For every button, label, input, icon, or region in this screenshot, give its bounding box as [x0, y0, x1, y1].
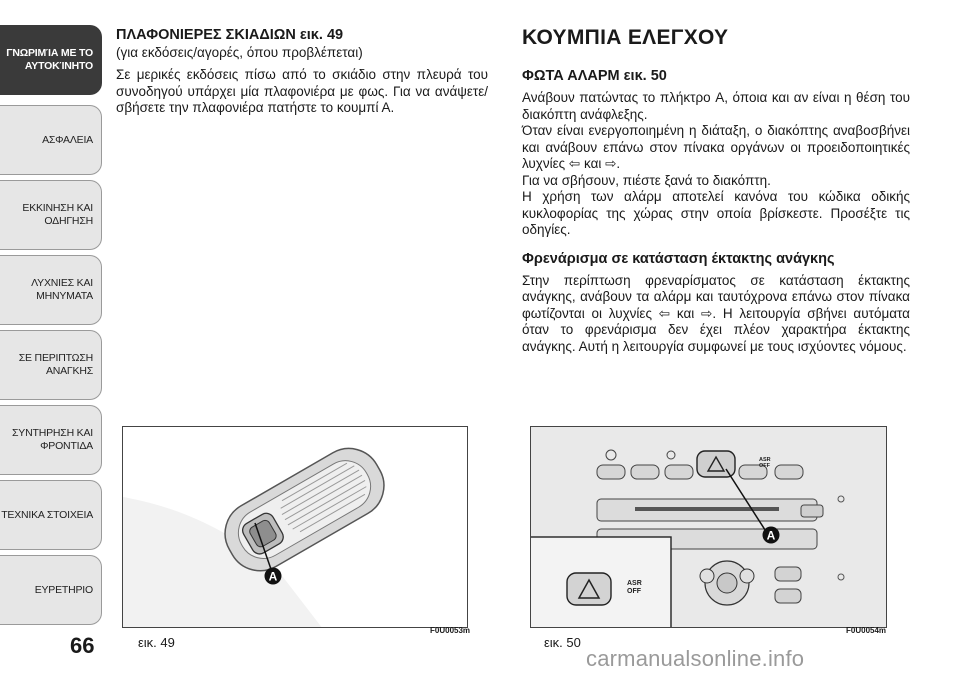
tab-warning-lights[interactable]: ΛΥΧΝΙΕΣ ΚΑΙ ΜΗΝΥΜΑΤΑ: [0, 255, 102, 325]
callout-label-a-fig50: A: [766, 528, 776, 543]
tab-getting-to-know[interactable]: ΓΝΩΡΙΜΊΑ ΜΕ ΤΟ ΑΥΤΟΚΊΝΗΤΟ: [0, 25, 102, 95]
right-column: [522, 26, 910, 355]
tab-starting-driving[interactable]: ΕΚΚΙΝΗΣΗ ΚΑΙ ΟΔΗΓΗΣΗ: [0, 180, 102, 250]
figure-49: [122, 426, 468, 628]
tab-emergency[interactable]: ΣΕ ΠΕΡΙΠΤΩΣΗ ΑΝΑΓΚΗΣ: [0, 330, 102, 400]
hazard-text-1: Ανάβουν πατώντας το πλήκτρο A, όποια και αν είναι η θέση του διακόπτη ανάφλεξης.: [522, 90, 910, 122]
tab-safety[interactable]: ΑΣΦΑΛΕΙΑ: [0, 105, 102, 175]
svg-text:OFF: OFF: [627, 588, 641, 595]
svg-text:OFF: OFF: [759, 463, 770, 469]
tab-technical-data[interactable]: ΤΕΧΝΙΚΑ ΣΤΟΙΧΕΙΑ: [0, 480, 102, 550]
left-column: [116, 26, 488, 117]
figure-50: [530, 426, 887, 628]
availability-note: (για εκδόσεις/αγορές, όπου προβλέπεται): [116, 45, 363, 60]
figure-50-code: F0U0054m: [846, 626, 887, 635]
section-heading-sunvisor-lights: ΠΛΑΦΟΝΙΕΡΕΣ ΣΚΙΑΔΙΩΝ εικ. 49: [116, 27, 344, 43]
hazard-text-3: Για να σβήσουν, πιέστε ξανά το διακόπτη.: [522, 172, 771, 188]
hazard-text-4: Η χρήση των αλάρμ αποτελεί κανόνα του κώδικα οδικής κυκλοφορίας της χώρας στην οποία βρίσκεστε. Προσέξτε τις οδηγίες.: [522, 189, 910, 237]
sunvisor-light-illustration: [123, 427, 468, 628]
callout-label-a: A: [268, 569, 278, 584]
tab-index[interactable]: ΕΥΡΕΤΗΡΙΟ: [0, 555, 102, 625]
emergency-braking-text: Στην περίπτωση φρεναρίσματος σε κατάσταση έκτακτης ανάγκης, ανάβουν τα αλάρμ και ταυτόχρονα επάνω στον πίνακα φωτίζονται οι λυχνίες ⇦ και ⇨. Η λειτουργία σβήνει αυτόματα όταν το φρενάρισμα δεν έχει πλέον χαρακτήρα έκτακτης ανάγκης. Αυτή η λειτουργία συμφωνεί με τους ισχύοντες νόμους.: [522, 272, 910, 354]
watermark: carmanualsonline.info: [586, 646, 805, 671]
hazard-button-detail: [567, 573, 611, 605]
figure-49-code: F0U0053m: [430, 626, 471, 635]
figure-50-caption: εικ. 50: [544, 635, 581, 650]
hazard-lights-heading: ΦΩΤΑ ΑΛΑΡΜ εικ. 50: [522, 68, 667, 84]
page-title: ΚΟΥΜΠΙΑ ΕΛΕΓΧΟΥ: [522, 26, 729, 49]
dashboard-controls-illustration: [531, 427, 887, 628]
figure-49-caption: εικ. 49: [138, 635, 175, 650]
page-number: 66: [70, 633, 95, 658]
sunvisor-light-text: Σε μερικές εκδόσεις πίσω από το σκιάδιο στην πλευρά του συνοδηγού υπάρχει μία πλαφονιέρα με φως. Για να ανάψετε/σβήσετε την πλαφονιέρα πατήστε το κουμπί Α.: [116, 67, 488, 115]
svg-text:ASR: ASR: [627, 580, 642, 587]
svg-text:ASR: ASR: [759, 457, 771, 463]
hazard-text-2: Όταν είναι ενεργοποιημένη η διάταξη, ο διακόπτης αναβοσβήνει και ανάβουν επάνω στον πίνακα οργάνων οι προειδοποιητικές λυχνίες ⇦ και ⇨.: [522, 123, 910, 171]
tab-maintenance[interactable]: ΣΥΝΤΗΡΗΣΗ ΚΑΙ ΦΡΟΝΤΙΔΑ: [0, 405, 102, 475]
emergency-braking-heading: Φρενάρισμα σε κατάσταση έκτακτης ανάγκης: [522, 250, 835, 267]
